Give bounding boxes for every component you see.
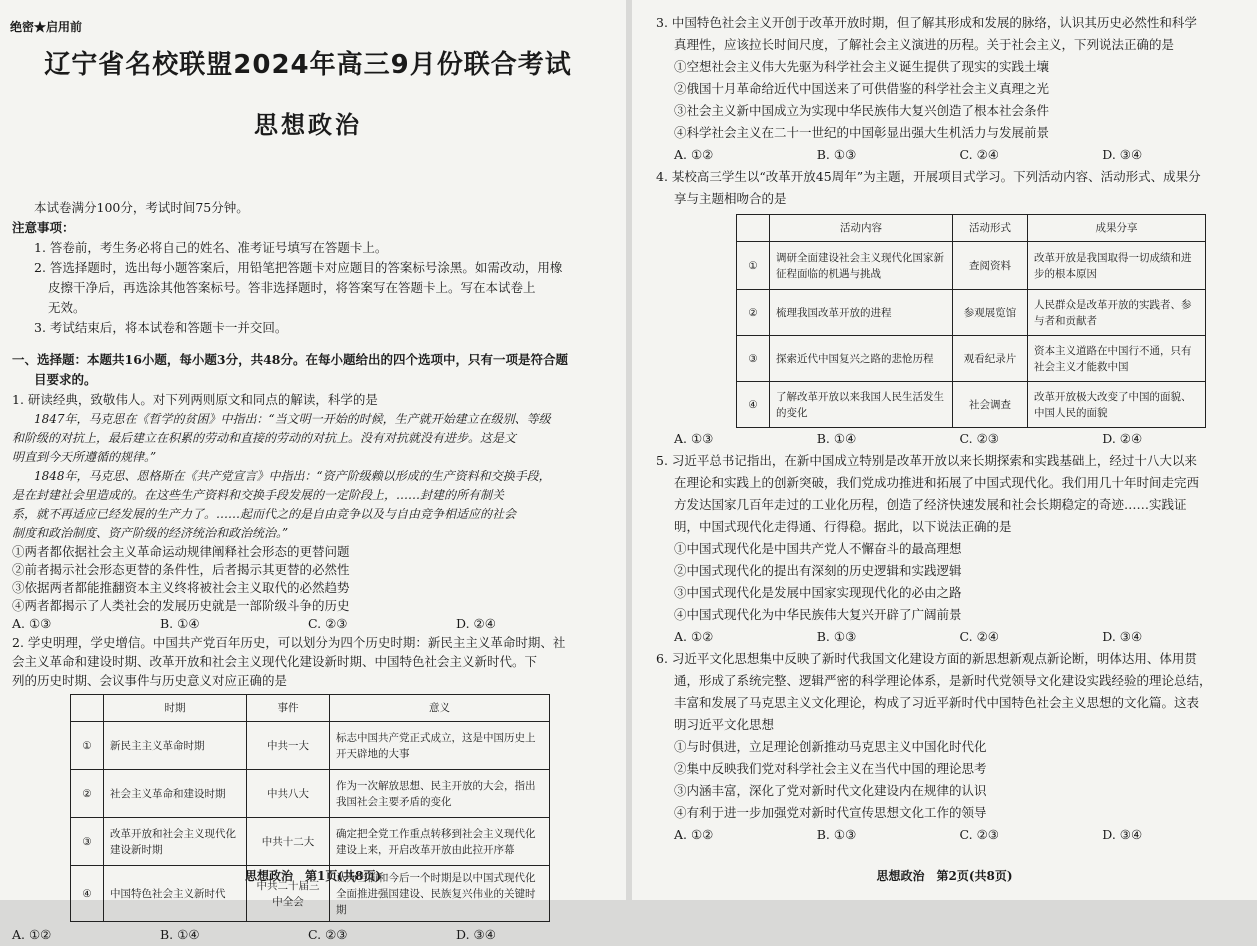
q5-item-2: ②中国式现代化的提出有深刻的历史逻辑和实践逻辑 (674, 563, 962, 578)
q2-stem: 2. 学史明理，学史增信。中国共产党百年历史，可以划分为四个历史时期：新民主主义革命时期、社 (12, 635, 566, 650)
q6-item-2: ②集中反映我们党对科学社会主义在当代中国的理论思考 (674, 761, 987, 776)
q1-item-4: ④两者都揭示了人类社会的发展历史就是一部阶级斗争的历史 (12, 598, 350, 613)
q5-option-a[interactable]: A. ①② (674, 629, 714, 644)
q3-option-b[interactable]: B. ①③ (816, 147, 857, 162)
q1-quote-line: 明直到今天所遵循的规律。” (12, 450, 157, 464)
q5-stem-cont: 明，中国式现代化走得通、行得稳。据此，以下说法正确的是 (674, 519, 1012, 534)
page-footer: 思想政治 第1页(共8页) (244, 869, 382, 883)
q2-header-event: 事件 (247, 695, 330, 722)
q4-stem-cont: 享与主题相吻合的是 (674, 191, 787, 206)
q3-options (656, 144, 1245, 166)
q6-stem-cont: 通，形成了系统完整、逻辑严密的科学理论体系，是新时代党领导文化建设实践经验的理论总结， (674, 673, 1212, 688)
q5-option-b[interactable]: B. ①③ (816, 629, 857, 644)
q3-option-d[interactable]: D. ③④ (1102, 147, 1143, 162)
q3-item-2: ②俄国十月革命给近代中国送来了可供借鉴的科学社会主义真理之光 (674, 81, 1050, 96)
q6-stem-cont: 明习近平文化思想 (674, 717, 775, 732)
q6-item-1: ①与时俱进，立足理论创新推动马克思主义中国化时代化 (674, 739, 987, 754)
subject-title: 思想政治 (254, 111, 362, 139)
section-heading: 一、选择题：本题共16小题，每小题3分，共48分。在每小题给出的四个选项中，只有一项是符合题 (12, 352, 568, 367)
q2-header-meaning: 意义 (330, 695, 550, 722)
section-heading-cont: 目要求的。 (34, 372, 97, 387)
notice-3: 3. 考试结束后，将本试卷和答题卡一并交回。 (34, 320, 288, 335)
table-row: ③ 探索近代中国复兴之路的悲怆历程 观看纪录片 资本主义道路在中国行不通，只有社会主义才能救中国 (737, 336, 1206, 382)
q4-stem: 4. 某校高三学生以“改革开放45周年”为主题，开展项目式学习。下列活动内容、活动形式、成果分 (656, 169, 1201, 184)
q1-quote-line: 是在封建社会里造成的。在这些生产资料和交换手段发展的一定阶段上，……封建的所有制关 (12, 488, 505, 502)
q3-option-a[interactable]: A. ①② (674, 147, 714, 162)
q3-option-c[interactable]: C. ②④ (959, 147, 999, 162)
notice-2: 2. 答选择题时，选出每小题答案后，用铅笔把答题卡对应题目的答案标号涂黑。如需改动，用橡 (34, 260, 563, 275)
q6-stem: 6. 习近平文化思想集中反映了新时代我国文化建设方面的新思想新观点新论断，明体达用、体用贯 (656, 651, 1197, 666)
q1-options (12, 615, 604, 633)
q1-option-d[interactable]: D. ②④ (456, 616, 496, 631)
q3-stem: 3. 中国特色社会主义开创于改革开放时期，但了解其形成和发展的脉络，认识其历史必然性和科学 (656, 15, 1197, 30)
q5-stem-cont: 方发达国家几百年走过的工业化历程，创造了经济快速发展和社会长期稳定的奇迹……实践证 (674, 497, 1187, 512)
q4-option-d[interactable]: D. ②④ (1102, 431, 1143, 446)
page-footer: 思想政治 第2页(共8页) (876, 869, 1013, 883)
q1-stem: 1. 研读经典，致敬伟人。对下列两则原文和同点的解读，科学的是 (12, 392, 378, 407)
q4-option-b[interactable]: B. ①④ (816, 431, 857, 446)
q1-quote-line: 制度和政治制度、资产阶级的经济统治和政治统治。” (12, 526, 289, 540)
q6-item-3: ③内涵丰富，深化了党对新时代文化建设内在规律的认识 (674, 783, 987, 798)
table-row: ③ 改革开放和社会主义现代化建设新时期 中共十二大 确定把全党工作重点转移到社会主义现代化建设上来，开启改革开放由此拉开序幕 (71, 818, 550, 866)
q2-table-header (71, 695, 550, 722)
q4-table-header (737, 215, 1206, 242)
q4-header-result: 成果分享 (1028, 215, 1206, 242)
table-row: ① 新民主主义革命时期 中共一大 标志中国共产党正式成立，这是中国历史上开天辟地的大事 (71, 722, 550, 770)
q4-option-a[interactable]: A. ①③ (674, 431, 714, 446)
q2-table (70, 694, 550, 922)
q1-option-c[interactable]: C. ②③ (308, 616, 348, 631)
q3-item-3: ③社会主义新中国成立为实现中华民族伟大复兴创造了根本社会条件 (674, 103, 1050, 118)
q5-option-c[interactable]: C. ②④ (959, 629, 999, 644)
q3-item-4: ④科学社会主义在二十一世纪的中国彰显出强大生机活力与发展前景 (674, 125, 1050, 140)
q4-option-c[interactable]: C. ②③ (959, 431, 999, 446)
q1-item-2: ②前者揭示社会形态更替的条件性，后者揭示其更替的必然性 (12, 562, 350, 577)
notice-title: 注意事项： (12, 220, 75, 235)
q5-item-4: ④中国式现代化为中华民族伟大复兴开辟了广阔前景 (674, 607, 962, 622)
q5-item-3: ③中国式现代化是发展中国家实现现代化的必由之路 (674, 585, 962, 600)
q2-option-b[interactable]: B. ①④ (160, 927, 200, 942)
q5-stem: 5. 习近平总书记指出，在新中国成立特别是改革开放以来长期探索和实践基础上，经过十八大以来 (656, 453, 1197, 468)
q1-quote-line: 1847年，马克思在《哲学的贫困》中指出：“当文明一开始的时候，生产就开始建立在级别、等级 (34, 412, 551, 426)
q5-option-d[interactable]: D. ③④ (1102, 629, 1143, 644)
q2-option-a[interactable]: A. ①② (12, 927, 52, 942)
q2-option-c[interactable]: C. ②③ (308, 927, 348, 942)
table-row: ② 社会主义革命和建设时期 中共八大 作为一次解放思想、民主开放的大会，指出我国社会主要矛盾的变化 (71, 770, 550, 818)
q3-stem-cont: 真理性，应该拉长时间尺度，了解社会主义演进的历程。关于社会主义，下列说法正确的是 (674, 37, 1175, 52)
table-row: ④ 中国特色社会主义新时代 中共二十届三中全会 认为当前和今后一个时期是以中国式现代化全面推进强国建设、民族复兴伟业的关键时期 (71, 866, 550, 922)
q2-stem-cont: 会主义革命和建设时期、改革开放和社会主义现代化建设新时期、中国特色社会主义新时代。下 (12, 654, 538, 669)
q5-item-1: ①中国式现代化是中国共产党人不懈奋斗的最高理想 (674, 541, 962, 556)
table-row: ② 梳理我国改革开放的进程 参观展览馆 人民群众是改革开放的实践者、参与者和贡献者 (737, 290, 1206, 336)
exam-page-2 (632, 0, 1257, 900)
q2-header-period: 时期 (104, 695, 247, 722)
q4-table (736, 214, 1206, 428)
q4-options (656, 428, 1245, 450)
q3-item-1: ①空想社会主义伟大先驱为科学社会主义诞生提供了现实的实践土壤 (674, 59, 1050, 74)
exam-title: 辽宁省名校联盟2024年高三9月份联合考试 (44, 50, 572, 80)
notice-2-cont2: 无效。 (48, 300, 86, 315)
q1-item-1: ①两者都依据社会主义革命运动规律阐释社会形态的更替问题 (12, 544, 350, 559)
exam-info: 本试卷满分100分，考试时间75分钟。 (34, 200, 249, 215)
q1-option-b[interactable]: B. ①④ (160, 616, 200, 631)
q1-item-3: ③依据两者都能推翻资本主义终将被社会主义取代的必然趋势 (12, 580, 350, 595)
table-row: ④ 了解改革开放以来我国人民生活发生的变化 社会调查 改革开放极大改变了中国的面貌、中国人民的面貌 (737, 382, 1206, 428)
exam-page-1 (0, 0, 626, 942)
q5-stem-cont: 在理论和实践上的创新突破，我们党成功推进和拓展了中国式现代化。我们用几十年时间走完西 (674, 475, 1200, 490)
q6-option-d[interactable]: D. ③④ (1102, 827, 1143, 842)
q2-options (12, 924, 604, 946)
q6-item-4: ④有利于进一步加强党对新时代宣传思想文化工作的领导 (674, 805, 987, 820)
q1-option-a[interactable]: A. ①③ (12, 616, 52, 631)
q6-option-c[interactable]: C. ②③ (959, 827, 999, 842)
q5-options (656, 626, 1245, 648)
q4-header-content: 活动内容 (770, 215, 953, 242)
q1-quote-line: 系，就不再适应已经发展的生产力了。……起而代之的是自由竞争以及与自由竞争相适应的社会 (12, 507, 517, 521)
q6-option-a[interactable]: A. ①② (674, 827, 714, 842)
q6-option-b[interactable]: B. ①③ (816, 827, 857, 842)
notice-1: 1. 答卷前，考生务必将自己的姓名、准考证号填写在答题卡上。 (34, 240, 388, 255)
q6-stem-cont: 丰富和发展了马克思主义文化理论，构成了习近平新时代中国特色社会主义思想的文化篇。这表 (674, 695, 1200, 710)
q4-header-form: 活动形式 (953, 215, 1028, 242)
q6-options (656, 824, 1245, 846)
q1-quote-line: 1848年，马克思、恩格斯在《共产党宣言》中指出：“资产阶级赖以形成的生产资料和交换手段， (34, 469, 551, 483)
secret-label: 绝密★启用前 (10, 20, 83, 34)
table-row: ① 调研全面建设社会主义现代化国家新征程面临的机遇与挑战 查阅资料 改革开放是我国取得一切成绩和进步的根本原因 (737, 242, 1206, 290)
q2-option-d[interactable]: D. ③④ (456, 927, 496, 942)
q1-quote-line: 和阶级的对抗上，最后建立在积累的劳动和直接的劳动的对抗上。没有对抗就没有进步。这是文 (12, 431, 517, 445)
notice-2-cont: 皮擦干净后，再选涂其他答案标号。答非选择题时，将答案写在答题卡上。写在本试卷上 (48, 280, 536, 295)
q2-stem-cont: 列的历史时期、会议事件与历史意义对应正确的是 (12, 673, 288, 688)
